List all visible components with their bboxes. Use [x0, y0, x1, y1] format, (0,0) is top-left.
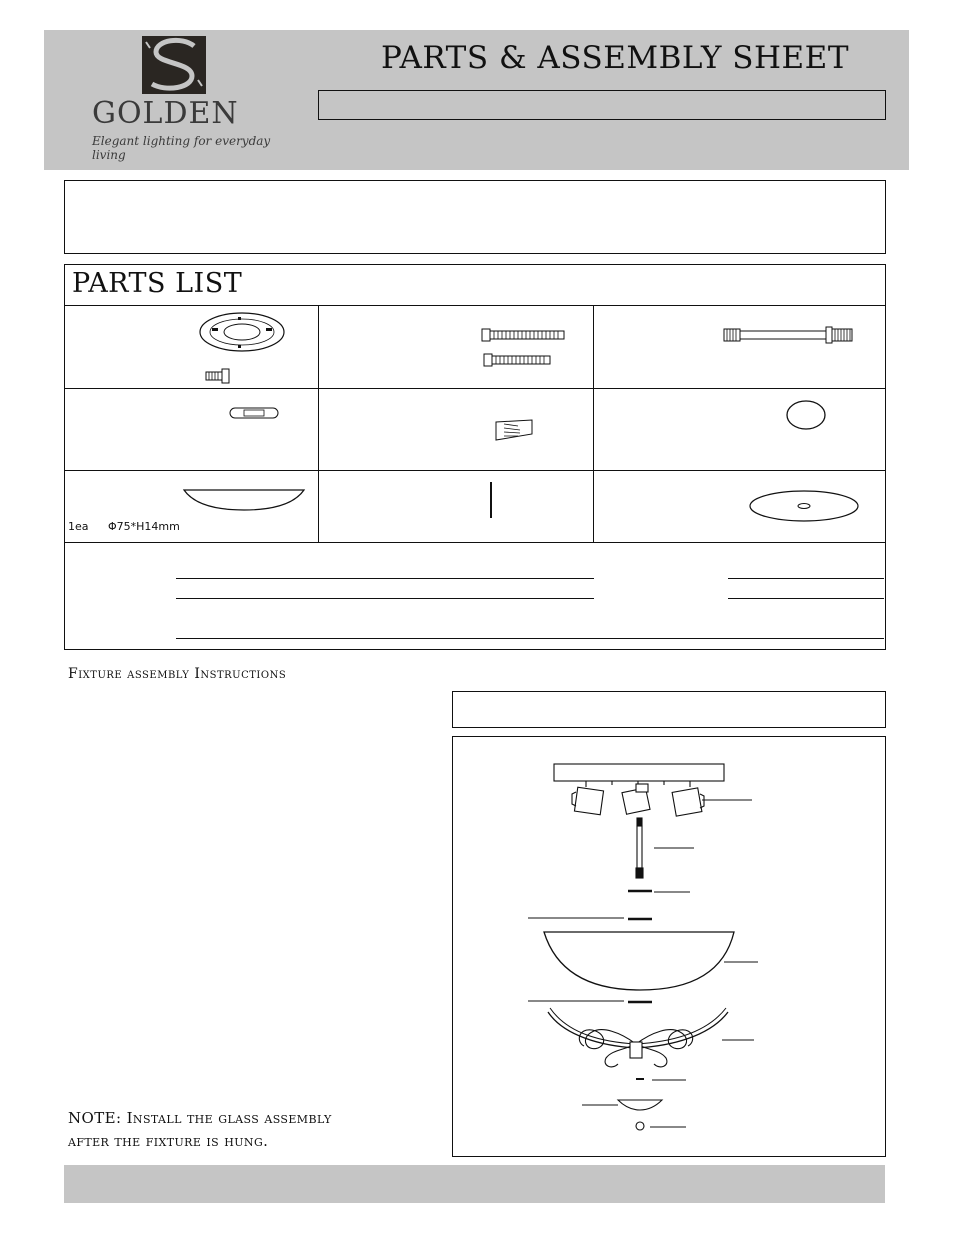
exploded-assembly-diagram	[452, 736, 884, 1155]
socket-icon	[622, 784, 650, 814]
spec-line	[728, 578, 884, 579]
spec-line	[176, 578, 594, 579]
table-divider	[64, 388, 885, 389]
socket-icon	[672, 788, 704, 816]
washer-disc-icon	[746, 486, 864, 526]
socket-connector-icon	[228, 404, 282, 424]
shade-dimensions: Φ75*H14mm	[108, 520, 180, 533]
table-column-divider	[593, 305, 594, 542]
assembly-instructions-heading: Fixture assembly Instructions	[68, 666, 287, 682]
footer-bar	[64, 1165, 885, 1203]
diagram-caption-box	[452, 691, 886, 728]
shade-quantity: 1ea	[68, 520, 89, 533]
table-column-divider	[318, 305, 319, 542]
page-title: PARTS & ASSEMBLY SHEET	[380, 40, 849, 76]
table-divider	[64, 470, 885, 471]
golden-s-logo-icon	[86, 34, 216, 98]
mounting-plate-icon	[190, 308, 300, 388]
machine-screw-icon	[478, 322, 570, 372]
table-divider	[64, 542, 885, 543]
assembly-note-line-2: after the fixture is hung.	[68, 1132, 269, 1150]
spec-line	[176, 598, 594, 599]
pin-icon	[484, 478, 498, 524]
parts-list-heading: PARTS LIST	[72, 268, 243, 299]
spec-line	[176, 638, 884, 639]
product-info-box	[64, 180, 886, 254]
socket-icon	[572, 787, 604, 814]
wire-nut-icon	[490, 416, 538, 444]
brand-tagline: Elegant lighting for everyday living	[92, 134, 271, 162]
brand-name: GOLDEN	[92, 96, 239, 131]
spec-line	[728, 598, 884, 599]
model-number-field	[318, 90, 886, 120]
glass-shade-icon	[180, 484, 310, 516]
assembly-note-line-1: NOTE: Install the glass assembly	[68, 1109, 332, 1127]
finial-ball-icon	[782, 398, 830, 432]
table-divider	[64, 305, 885, 306]
threaded-rod-icon	[720, 322, 856, 348]
